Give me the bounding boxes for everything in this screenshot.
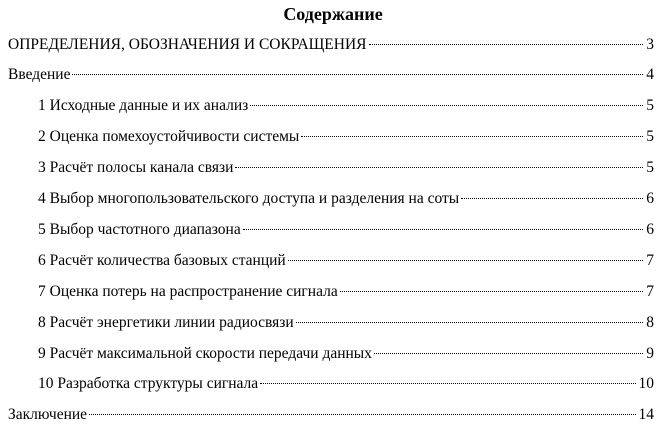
toc-entry[interactable] — [8, 404, 654, 426]
toc-entry[interactable] — [38, 343, 654, 365]
toc-entry-text: 10 Разработка структуры сигнала — [38, 375, 259, 392]
dot-leader — [340, 291, 644, 292]
dot-leader — [243, 229, 644, 230]
dot-leader — [72, 74, 643, 75]
dot-leader — [374, 353, 643, 354]
toc-row — [0, 373, 666, 395]
toc-entry-text: Введение — [8, 66, 71, 83]
toc-page-number: 3 — [646, 36, 654, 53]
dot-leader — [461, 198, 643, 199]
dot-leader — [89, 414, 635, 415]
toc-entry[interactable] — [38, 281, 654, 303]
toc-entry-text: 3 Расчёт полосы канала связи — [38, 159, 234, 176]
toc-page-number: 7 — [646, 252, 654, 269]
dot-leader — [369, 44, 644, 45]
toc-entry[interactable] — [8, 34, 654, 56]
toc-row — [0, 95, 666, 117]
toc-page-number: 10 — [638, 375, 654, 392]
toc-row — [0, 219, 666, 241]
dot-leader — [296, 322, 644, 323]
toc-title: Содержание — [283, 4, 383, 24]
dot-leader — [301, 136, 643, 137]
toc-row — [0, 404, 666, 426]
toc-entry-text: 8 Расчёт энергетики линии радиосвязи — [38, 314, 294, 331]
toc-entry[interactable] — [38, 219, 654, 241]
toc-row — [0, 188, 666, 210]
toc-row — [0, 250, 666, 272]
toc-entry[interactable] — [38, 157, 654, 179]
toc-page-number: 9 — [646, 345, 654, 362]
toc-row — [0, 343, 666, 365]
toc-page-number: 5 — [646, 97, 654, 114]
toc-entry-text: 6 Расчёт количества базовых станций — [38, 252, 286, 269]
toc-row — [0, 157, 666, 179]
toc-page-number: 5 — [646, 128, 654, 145]
toc-entry[interactable] — [38, 188, 654, 210]
toc-row — [0, 34, 666, 56]
toc-entry-text: Заключение — [8, 406, 88, 423]
toc-entry[interactable] — [38, 250, 654, 272]
toc-page-number: 8 — [646, 314, 654, 331]
toc-page-number: 6 — [646, 190, 654, 207]
toc-entry[interactable] — [38, 95, 654, 117]
dot-leader — [250, 105, 643, 106]
toc-page-number: 14 — [638, 406, 654, 423]
toc-entry[interactable] — [38, 373, 654, 395]
toc-page-number: 6 — [646, 221, 654, 238]
toc-entry-text: 5 Выбор частотного диапазона — [38, 221, 241, 238]
dot-leader — [235, 167, 643, 168]
dot-leader — [260, 383, 635, 384]
toc-page-number: 5 — [646, 159, 654, 176]
toc-entry[interactable] — [38, 126, 654, 148]
toc-row — [0, 64, 666, 86]
toc-row — [0, 312, 666, 334]
toc-entry-text: 4 Выбор многопользовательского доступа и разделения на соты — [38, 190, 460, 207]
toc-entry[interactable] — [38, 312, 654, 334]
toc-entry-text: 7 Оценка потерь на распространение сигнала — [38, 283, 338, 300]
toc-entry-text: 9 Расчёт максимальной скорости передачи данных — [38, 345, 372, 362]
dot-leader — [288, 260, 644, 261]
toc-entry-text: 1 Исходные данные и их анализ — [38, 97, 249, 114]
toc-entry-text: 2 Оценка помехоустойчивости системы — [38, 128, 300, 145]
toc-entry[interactable] — [8, 64, 654, 86]
toc-entry-text: ОПРЕДЕЛЕНИЯ, ОБОЗНАЧЕНИЯ И СОКРАЩЕНИЯ — [8, 36, 367, 53]
toc-page-number: 7 — [646, 283, 654, 300]
toc-row — [0, 126, 666, 148]
toc-row — [0, 281, 666, 303]
toc-page-number: 4 — [646, 66, 654, 83]
